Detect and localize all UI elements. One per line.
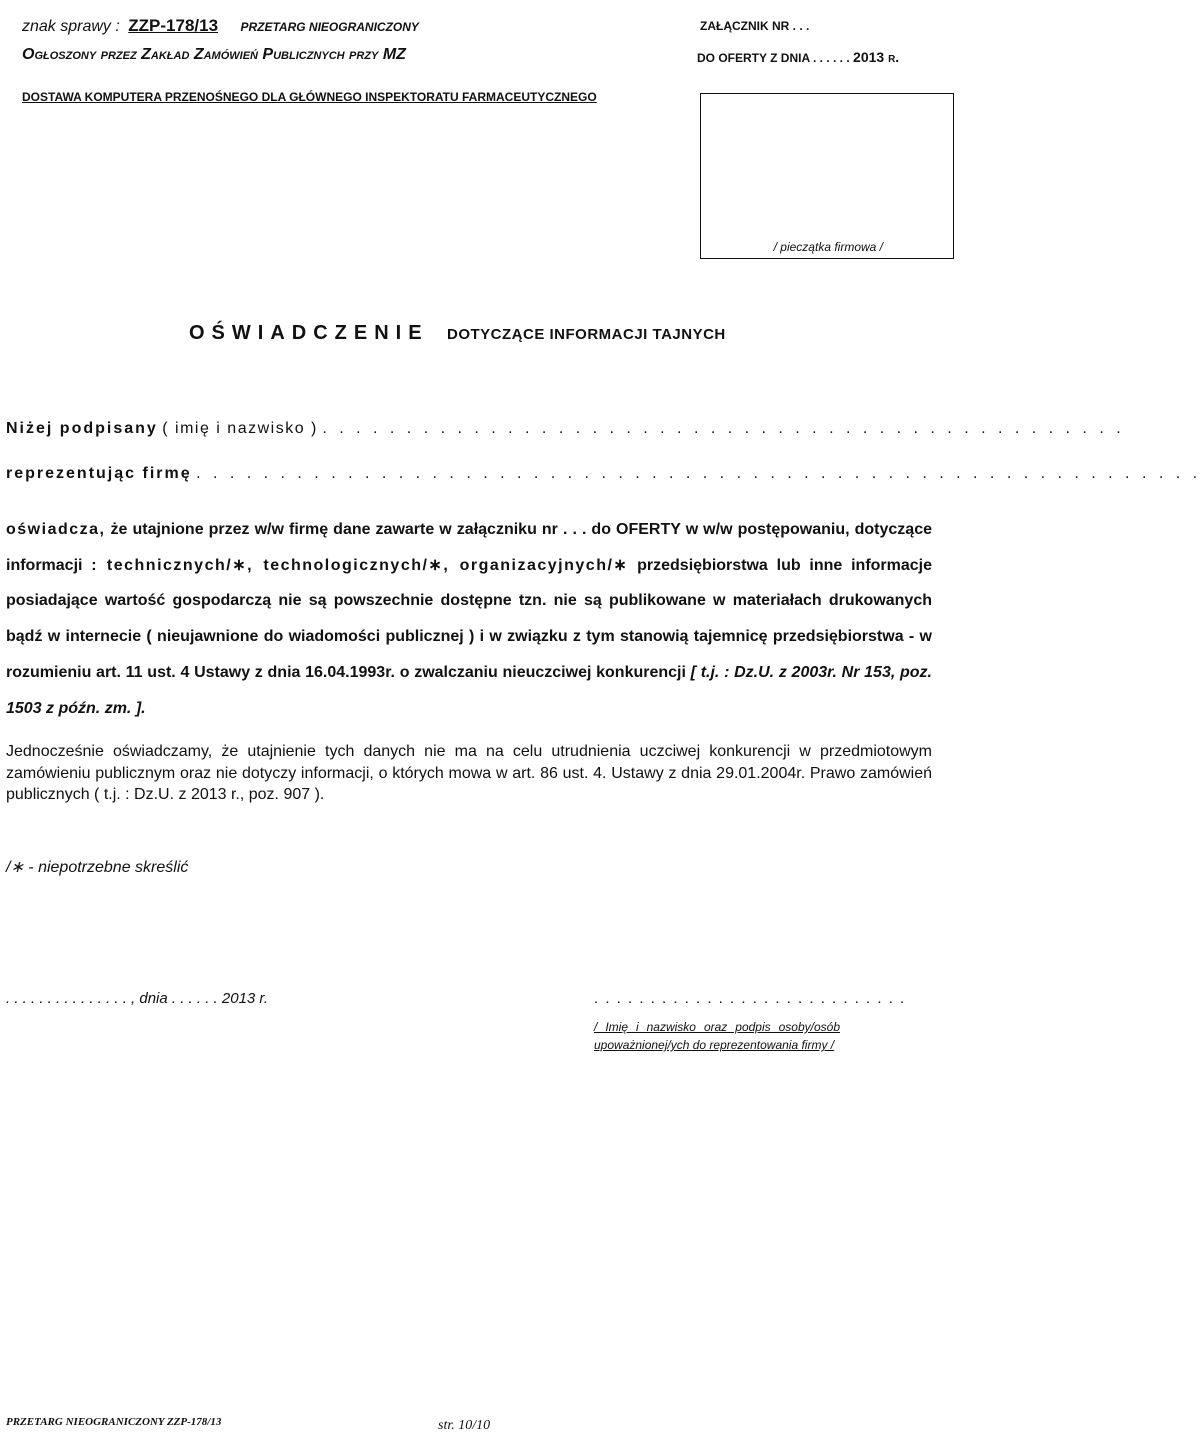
offer-year: 2013 r. (853, 49, 900, 65)
case-reference-line (22, 16, 419, 36)
signed-label: Niżej podpisany (6, 420, 158, 437)
declaration-paragraph: Jednocześnie oświadczamy, że utajnienie tych danych nie ma na celu utrudnienia uczciwej konkurencji w przedmiotowym zamówieniu publicznym oraz nie dotyczy informacji, o których mowa w art. 86 ust. 4. Ustawy z dnia 29.01.2004r. Prawo zamówień publicznych ( t.j. : Dz.U. z 2013 r., poz. 907 ). (6, 743, 932, 803)
option-technical: technicznych/∗, (96, 556, 254, 574)
company-label: reprezentując firmę (6, 465, 192, 482)
company-field-line (6, 465, 1201, 483)
footer-left: PRZETARG NIEOGRANICZONY ZZP-178/13 (6, 1416, 222, 1428)
tender-type: PRZETARG NIEOGRANICZONY (240, 20, 419, 34)
document-title (189, 322, 726, 345)
signed-dots: . . . . . . . . . . . . . . . . . . . . . . . . . . . . . . . . . . . . . . . . . . . . . . . . (322, 420, 1125, 437)
page-number: str. 10/10 (438, 1418, 491, 1433)
case-ref: ZZP-178/13 (128, 16, 219, 35)
signature-label: / Imię i nazwisko oraz podpis osoby/osób upoważnionej/ych do reprezentowania firmy / (594, 1020, 840, 1052)
date-line: . . . . . . . . . . . . . . . , dnia . . . . . . 2013 r. (6, 990, 269, 1007)
company-stamp-box (700, 93, 954, 259)
statement-part-b: . . . do OFERTY w w/w postępowaniu, dotyczące informacji : (6, 521, 932, 574)
case-label: znak sprawy : (22, 18, 120, 35)
statement-part-d: [ t.j. : Dz.U. z 2003r. Nr 153, poz. 1503 z późn. zm. ]. (6, 663, 932, 717)
signed-field-line (6, 420, 1125, 438)
offer-date-line (697, 49, 899, 65)
title-main: OŚWIADCZENIE (189, 322, 429, 344)
signed-hint: ( imię i nazwisko ) (162, 420, 318, 437)
title-sub: DOTYCZĄCE INFORMACJI TAJNYCH (447, 326, 726, 343)
stamp-label: / pieczątka firmowa / (773, 240, 883, 254)
statement-part-a: że utajnione przez w/w firmę dane zawarte w załączniku nr (105, 521, 558, 538)
option-organizational: organizacyjnych/∗ (449, 556, 629, 574)
attachment-number: ZAŁĄCZNIK NR . . . (700, 19, 810, 33)
subject-line: DOSTAWA KOMPUTERA PRZENOŚNEGO DLA GŁÓWNEGO INSPEKTORATU FARMACEUTYCZNEGO (22, 90, 597, 104)
footnote: /∗ - niepotrzebne skreślić (6, 859, 189, 876)
signature-dots: . . . . . . . . . . . . . . . . . . . . . . . . . . . . (594, 990, 906, 1007)
declares-word: oświadcza, (6, 521, 106, 538)
company-dots: . . . . . . . . . . . . . . . . . . . . . . . . . . . . . . . . . . . . . . . . . . . . . . . . . . . . . . . . . . . . (196, 465, 1201, 482)
option-technological: technologicznych/∗, (253, 556, 450, 574)
statement-part-c: przedsiębiorstwa lub inne informacje posiadające wartość gospodarczą nie są powszechnie dostępne tzn. nie są publikowane w materiałach drukowanych bądź w internecie ( nieujawnione do wiadomości publicznej ) i w związku z tym stanowią tajemnicę przedsiębiorstwa - w rozumieniu art. 11 ust. 4 Ustawy z dnia 16.04.1993r. o zwalczaniu nieuczciwej konkurencji (6, 556, 933, 681)
offer-date: DO OFERTY Z DNIA . . . . . . (697, 51, 850, 65)
statement-paragraph (6, 512, 932, 726)
announced-by: Ogłoszony przez Zakład Zamówień Publicznych przy MZ (22, 46, 406, 63)
